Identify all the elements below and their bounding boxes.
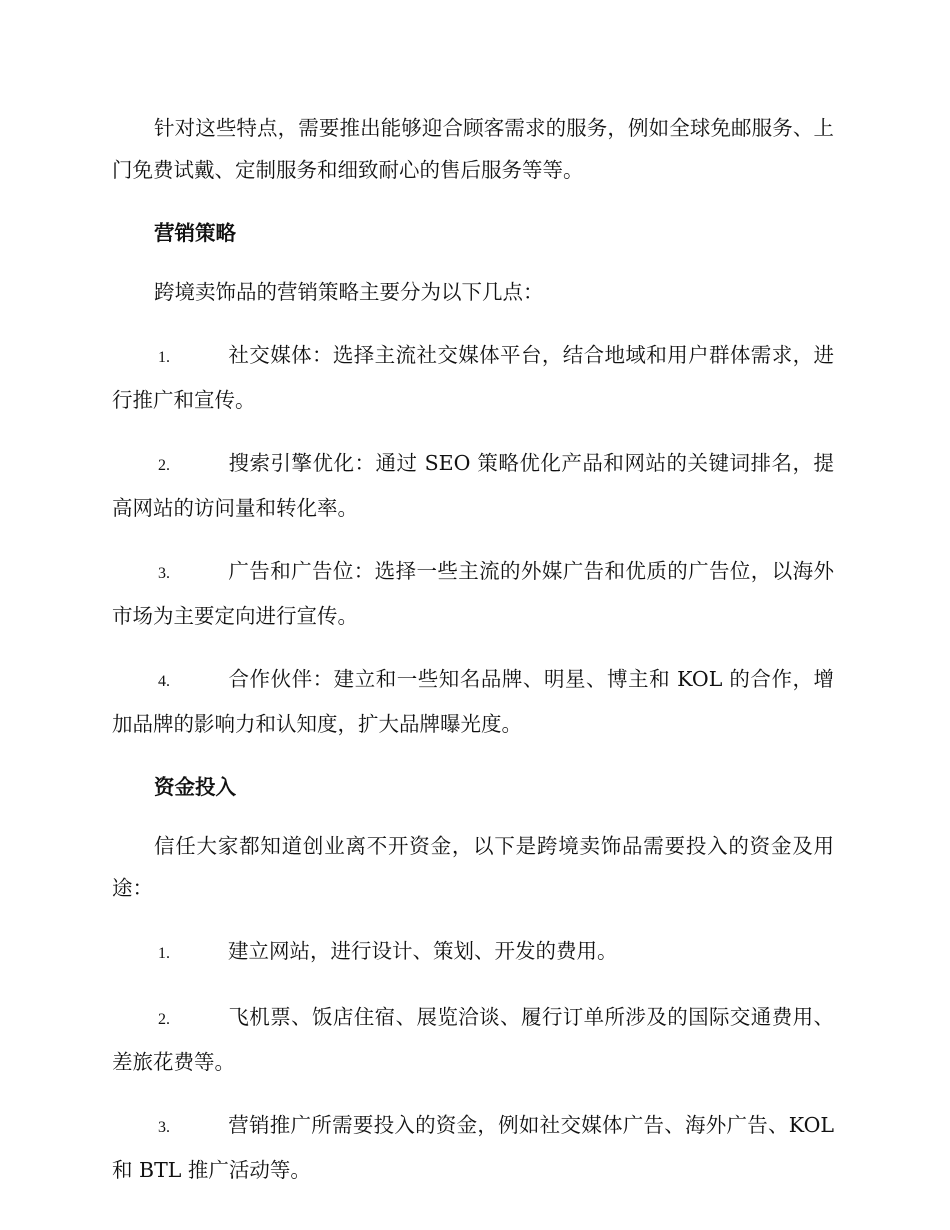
marketing-item-2 xyxy=(112,442,834,529)
list-number: 2. xyxy=(158,457,170,474)
list-number: 4. xyxy=(158,673,170,690)
marketing-item-3 xyxy=(112,550,834,637)
list-item-text: 合作伙伴：建立和一些知名品牌、明星、博主和 KOL 的合作，增加品牌的影响力和认知度，扩大品牌曝光度。 xyxy=(112,667,834,736)
funding-item-1 xyxy=(112,930,834,975)
document-page xyxy=(112,107,834,1212)
funding-item-3 xyxy=(112,1104,834,1191)
funding-lead: 信任大家都知道创业离不开资金，以下是跨境卖饰品需要投入的资金及用途： xyxy=(112,834,834,900)
funding-item-2 xyxy=(112,996,834,1083)
intro-paragraph: 针对这些特点，需要推出能够迎合顾客需求的服务，例如全球免邮服务、上门免费试戴、定制服务和细致耐心的售后服务等等。 xyxy=(112,116,834,182)
list-item-text: 建立网站，进行设计、策划、开发的费用。 xyxy=(228,939,618,963)
list-item-text: 营销推广所需要投入的资金，例如社交媒体广告、海外广告、KOL 和 BTL 推广活动等。 xyxy=(112,1113,834,1182)
funding-heading: 资金投入 xyxy=(154,775,236,799)
list-item-text: 广告和广告位：选择一些主流的外媒广告和优质的广告位，以海外市场为主要定向进行宣传。 xyxy=(112,559,834,628)
marketing-heading: 营销策略 xyxy=(154,221,236,245)
list-number: 2. xyxy=(158,1011,170,1028)
list-item-text: 飞机票、饭店住宿、展览洽谈、履行订单所涉及的国际交通费用、差旅花费等。 xyxy=(112,1005,834,1074)
list-number: 1. xyxy=(158,945,170,962)
marketing-item-4 xyxy=(112,658,834,745)
list-item-text: 搜索引擎优化：通过 SEO 策略优化产品和网站的关键词排名，提高网站的访问量和转化率。 xyxy=(112,451,834,520)
list-number: 3. xyxy=(158,1119,170,1136)
list-item-text: 社交媒体：选择主流社交媒体平台，结合地域和用户群体需求，进行推广和宣传。 xyxy=(112,343,834,412)
marketing-item-1 xyxy=(112,334,834,421)
list-number: 3. xyxy=(158,565,170,582)
list-number: 1. xyxy=(158,349,170,366)
marketing-lead: 跨境卖饰品的营销策略主要分为以下几点： xyxy=(154,280,544,304)
